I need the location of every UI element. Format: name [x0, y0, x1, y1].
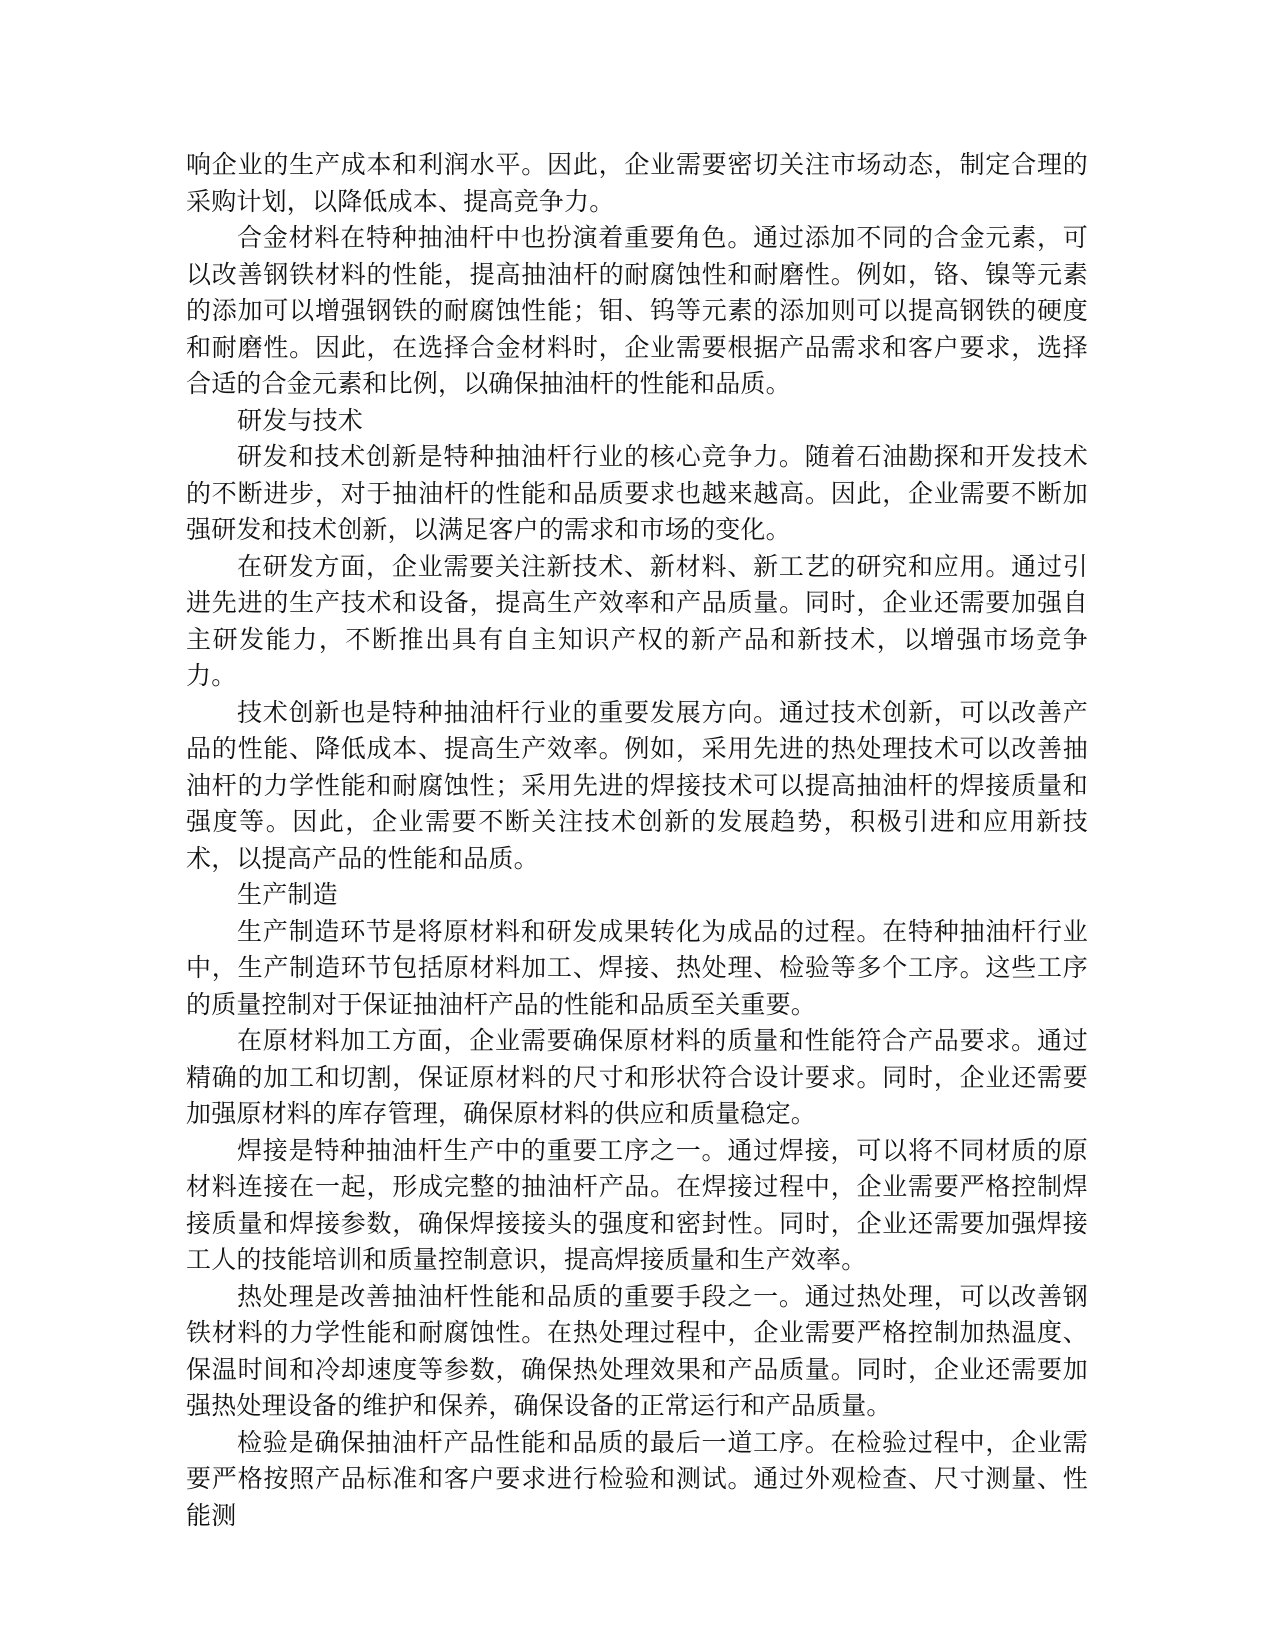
paragraph-manufacturing-intro: 生产制造环节是将原材料和研发成果转化为成品的过程。在特种抽油杆行业中，生产制造环节包括原材料加工、焊接、热处理、检验等多个工序。这些工序的质量控制对于保证抽油杆产品的性能和品质至关重要。	[186, 916, 1088, 1019]
paragraph-rnd-intro: 研发和技术创新是特种抽油杆行业的核心竞争力。随着石油勘探和开发技术的不断进步，对于抽油杆的性能和品质要求也越来越高。因此，企业需要不断加强研发和技术创新，以满足客户的需求和市场的变化。	[186, 442, 1088, 544]
paragraph-alloy-materials: 合金材料在特种抽油杆中也扮演着重要角色。通过添加不同的合金元素，可以改善钢铁材料的性能，提高抽油杆的耐腐蚀性和耐磨性。例如，铬、镍等元素的添加可以增强钢铁的耐腐蚀性能；钼、钨等元素的添加则可以提高钢铁的硬度和耐磨性。因此，在选择合金材料时，企业需要根据产品需求和客户要求，选择合适的合金元素和比例，以确保抽油杆的性能和品质。	[186, 223, 1088, 398]
paragraph-rnd-focus: 在研发方面，企业需要关注新技术、新材料、新工艺的研究和应用。通过引进先进的生产技术和设备，提高生产效率和产品质量。同时，企业还需要加强自主研发能力，不断推出具有自主知识产权的新产品和新技术，以增强市场竞争力。	[186, 551, 1088, 690]
section-heading-manufacturing: 生产制造	[237, 880, 338, 909]
document-page	[186, 147, 1088, 1534]
paragraph-raw-material-processing: 在原材料加工方面，企业需要确保原材料的质量和性能符合产品要求。通过精确的加工和切割，保证原材料的尺寸和形状符合设计要求。同时，企业还需要加强原材料的库存管理，确保原材料的供应和质量稳定。	[186, 1026, 1088, 1128]
paragraph-welding: 焊接是特种抽油杆生产中的重要工序之一。通过焊接，可以将不同材质的原材料连接在一起，形成完整的抽油杆产品。在焊接过程中，企业需要严格控制焊接质量和焊接参数，确保焊接接头的强度和密封性。同时，企业还需要加强焊接工人的技能培训和质量控制意识，提高焊接质量和生产效率。	[186, 1135, 1088, 1274]
section-heading-rnd: 研发与技术	[237, 405, 364, 435]
paragraph-continued: 响企业的生产成本和利润水平。因此，企业需要密切关注市场动态，制定合理的采购计划，以降低成本、提高竞争力。	[186, 150, 1088, 216]
paragraph-inspection: 检验是确保抽油杆产品性能和品质的最后一道工序。在检验过程中，企业需要严格按照产品标准和客户要求进行检验和测试。通过外观检查、尺寸测量、性能测	[186, 1427, 1088, 1530]
paragraph-tech-innovation: 技术创新也是特种抽油杆行业的重要发展方向。通过技术创新，可以改善产品的性能、降低成本、提高生产效率。例如，采用先进的热处理技术可以改善抽油杆的力学性能和耐腐蚀性；采用先进的焊接技术可以提高抽油杆的焊接质量和强度等。因此，企业需要不断关注技术创新的发展趋势，积极引进和应用新技术，以提高产品的性能和品质。	[186, 697, 1088, 873]
paragraph-heat-treatment: 热处理是改善抽油杆性能和品质的重要手段之一。通过热处理，可以改善钢铁材料的力学性能和耐腐蚀性。在热处理过程中，企业需要严格控制加热温度、保温时间和冷却速度等参数，确保热处理效果和产品质量。同时，企业还需要加强热处理设备的维护和保养，确保设备的正常运行和产品质量。	[186, 1281, 1088, 1420]
